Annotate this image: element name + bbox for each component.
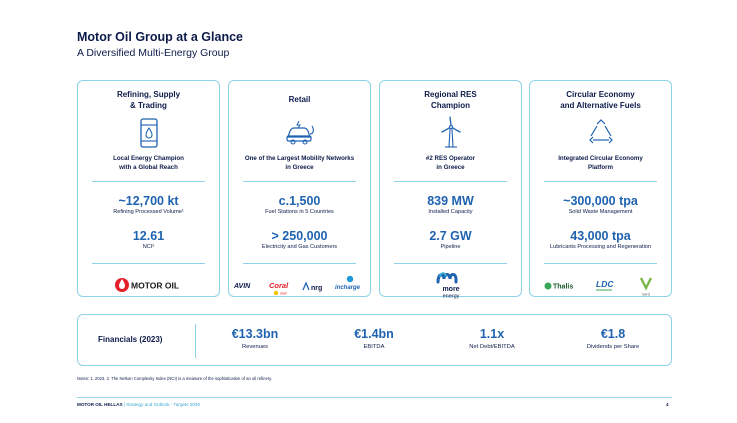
financial-label: EBITDA bbox=[363, 344, 385, 350]
card-res bbox=[379, 80, 522, 297]
svg-text:Coral: Coral bbox=[269, 281, 289, 290]
card-description: Local Energy Champion with a Global Reach bbox=[113, 155, 184, 171]
divider bbox=[394, 181, 507, 182]
metric-label: NCI² bbox=[142, 244, 155, 250]
financial-value: €13.3bn bbox=[231, 327, 279, 341]
divider bbox=[92, 263, 205, 264]
financial-value: €1.8 bbox=[600, 327, 626, 341]
svg-text:more: more bbox=[442, 286, 460, 293]
financial-item bbox=[553, 327, 673, 350]
logo-row bbox=[229, 273, 370, 297]
card-retail bbox=[228, 80, 371, 297]
card-description: One of the Largest Mobility Networks in Greece bbox=[244, 155, 355, 171]
svg-text:incharge: incharge bbox=[335, 285, 361, 291]
metric-value: > 250,000 bbox=[271, 229, 328, 243]
metric-value: c.1,500 bbox=[278, 194, 321, 208]
svg-text:shell: shell bbox=[280, 291, 287, 296]
circular-logos bbox=[530, 273, 673, 297]
footer-divider bbox=[77, 397, 672, 398]
motor-oil-logo bbox=[78, 273, 221, 297]
metric-label: Lubricants Processing and Regeneration bbox=[549, 244, 652, 250]
metric-label: Fuel Stations in 5 Countries bbox=[265, 209, 334, 215]
metric-label: Solid Waste Management bbox=[568, 209, 633, 215]
metric-value: 839 MW bbox=[427, 194, 474, 208]
svg-text:AVIN: AVIN bbox=[234, 283, 251, 290]
financial-value: 1.1x bbox=[479, 327, 505, 341]
divider bbox=[243, 181, 356, 182]
divider bbox=[92, 181, 205, 182]
svg-text:Thalis: Thalis bbox=[553, 283, 574, 291]
wind-turbine-icon bbox=[434, 116, 468, 150]
metric-label: Refining Processed Volume¹ bbox=[113, 209, 184, 215]
svg-text:verd: verd bbox=[642, 291, 650, 297]
footnotes: Notes: 1. 2023. 2. The Nelson Complexity Index (NCI) is a measure of the sophistication of an oil refinery. bbox=[77, 376, 273, 381]
financial-label: Revenues bbox=[241, 344, 269, 350]
financial-label: Net Debt/EBITDA bbox=[469, 344, 515, 350]
page-subtitle: A Diversified Multi-Energy Group bbox=[77, 47, 230, 59]
financial-item bbox=[432, 327, 552, 350]
divider bbox=[544, 181, 657, 182]
metric-label: Pipeline bbox=[440, 244, 461, 250]
metric-label: Electricity and Gas Customers bbox=[261, 244, 338, 250]
retail-logos bbox=[229, 273, 372, 297]
financial-item bbox=[195, 327, 315, 350]
divider bbox=[544, 263, 657, 264]
financials-panel bbox=[77, 314, 672, 366]
financials-title: Financials (2023) bbox=[98, 335, 163, 344]
metric-label: Installed Capacity bbox=[428, 209, 473, 215]
page-title: Motor Oil Group at a Glance bbox=[77, 30, 243, 44]
metric-value: 12.61 bbox=[132, 229, 165, 243]
footer-description: Strategy and Outlook - Targets 2030 bbox=[126, 402, 200, 407]
metric-value: 2.7 GW bbox=[429, 229, 472, 243]
metric-value: 43,000 tpa bbox=[570, 229, 631, 243]
footer-separator: | bbox=[123, 402, 125, 407]
svg-text:MOTOR OIL: MOTOR OIL bbox=[131, 280, 180, 291]
card-title: Retail bbox=[288, 95, 311, 104]
card-circular bbox=[529, 80, 672, 297]
card-description: #2 RES Operator in Greece bbox=[425, 155, 476, 171]
oil-barrel-icon bbox=[132, 116, 166, 150]
financial-value: €1.4bn bbox=[354, 327, 394, 341]
card-title: Circular Economy and Alternative Fuels bbox=[560, 90, 641, 110]
logo-row bbox=[530, 273, 671, 297]
footer-brand: MOTOR OIL HELLAS bbox=[77, 402, 123, 407]
logo-row bbox=[78, 273, 219, 297]
more-energy-logo bbox=[380, 269, 523, 299]
card-description: Integrated Circular Economy Platform bbox=[558, 155, 643, 171]
divider bbox=[394, 263, 507, 264]
page-number: 4 bbox=[666, 402, 669, 407]
electric-car-icon bbox=[283, 116, 317, 150]
card-refining bbox=[77, 80, 220, 297]
logo-row bbox=[380, 269, 521, 299]
card-title: Refining, Supply & Trading bbox=[116, 90, 181, 110]
svg-text:LDC: LDC bbox=[596, 279, 614, 289]
financial-label: Dividends per Share bbox=[586, 344, 640, 350]
divider bbox=[243, 263, 356, 264]
financial-item bbox=[314, 327, 434, 350]
footer bbox=[77, 402, 200, 407]
metric-value: ~12,700 kt bbox=[118, 194, 179, 208]
svg-text:nrg: nrg bbox=[311, 285, 323, 292]
metric-value: ~300,000 tpa bbox=[563, 194, 638, 208]
card-title: Regional RES Champion bbox=[424, 90, 477, 110]
recycle-icon bbox=[584, 116, 618, 150]
svg-text:energy: energy bbox=[442, 293, 460, 299]
